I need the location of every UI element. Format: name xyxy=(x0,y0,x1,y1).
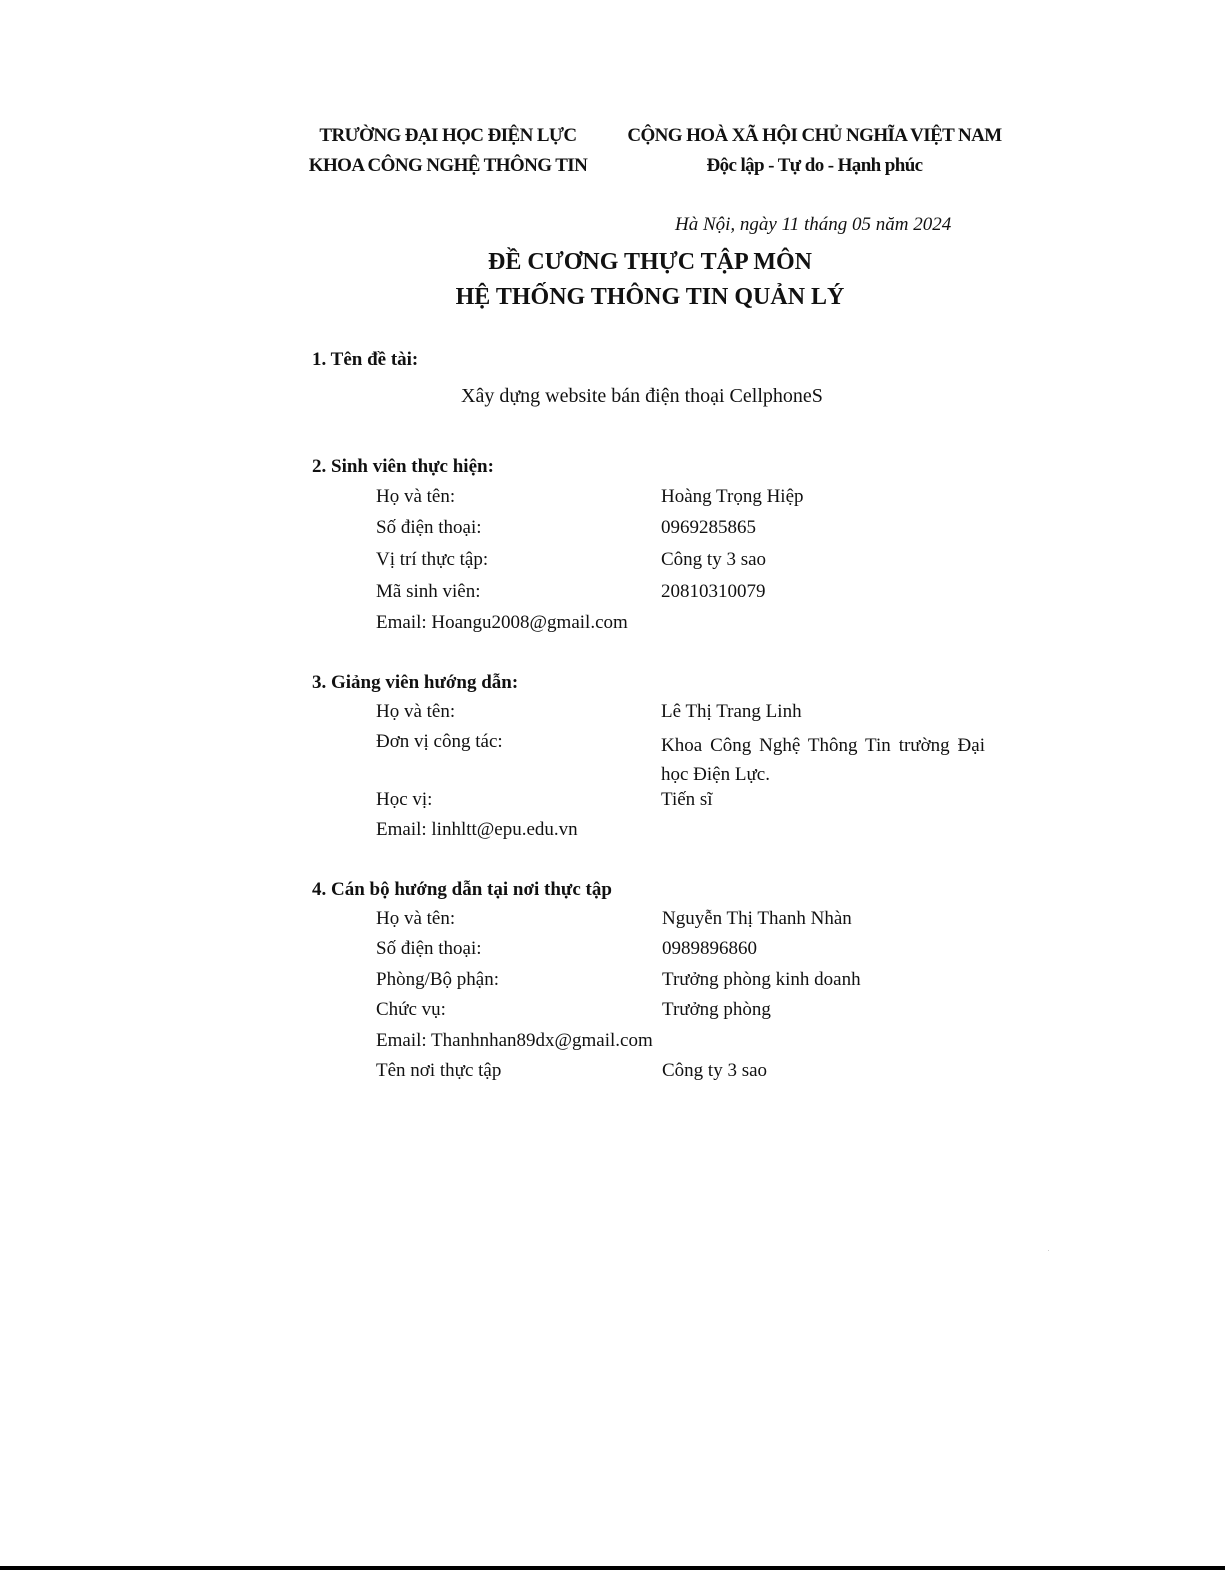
lecturer-unit-label: Đơn vị công tác: xyxy=(376,731,503,752)
document-title-line2: HỆ THỐNG THÔNG TIN QUẢN LÝ xyxy=(455,284,845,310)
section2-heading: 2. Sinh viên thực hiện: xyxy=(312,456,494,477)
student-phone-label: Số điện thoại: xyxy=(376,517,482,538)
supervisor-phone-value: 0989896860 xyxy=(662,938,757,959)
section1-heading: 1. Tên đề tài: xyxy=(312,349,419,370)
student-name-value: Hoàng Trọng Hiệp xyxy=(661,486,804,507)
supervisor-name-value: Nguyễn Thị Thanh Nhàn xyxy=(662,908,852,929)
student-name-label: Họ và tên: xyxy=(376,486,456,507)
date-line: Hà Nội, ngày 11 tháng 05 năm 2024 xyxy=(675,214,952,235)
lecturer-email: Email: linhltt@epu.edu.vn xyxy=(376,819,578,840)
topic-text: Xây dựng website bán điện thoại CellphoneS xyxy=(461,385,823,407)
student-email: Email: Hoangu2008@gmail.com xyxy=(376,612,628,633)
supervisor-department-label: Phòng/Bộ phận: xyxy=(376,969,499,990)
student-position-label: Vị trí thực tập: xyxy=(376,549,489,570)
lecturer-unit-value: Khoa Công Nghệ Thông Tin trường Đại học Điện Lực. xyxy=(661,735,985,785)
internship-place-label: Tên nơi thực tập xyxy=(376,1060,502,1081)
lecturer-name-label: Họ và tên: xyxy=(376,701,456,722)
national-motto: Độc lập - Tự do - Hạnh phúc xyxy=(706,155,923,176)
supervisor-role-label: Chức vụ: xyxy=(376,999,446,1020)
lecturer-name-value: Lê Thị Trang Linh xyxy=(661,701,802,722)
section4-heading: 4. Cán bộ hướng dẫn tại nơi thực tập xyxy=(312,879,612,900)
student-id-value: 20810310079 xyxy=(661,581,766,602)
supervisor-email: Email: Thanhnhan89dx@gmail.com xyxy=(376,1030,653,1051)
document-title-line1: ĐỀ CƯƠNG THỰC TẬP MÔN xyxy=(487,249,812,275)
university-name: TRƯỜNG ĐẠI HỌC ĐIỆN LỰC xyxy=(319,125,577,146)
student-id-label: Mã sinh viên: xyxy=(376,581,481,602)
supervisor-department-value: Trưởng phòng kinh doanh xyxy=(662,969,861,990)
student-phone-value: 0969285865 xyxy=(661,517,756,538)
supervisor-role-value: Trưởng phòng xyxy=(662,999,771,1020)
lecturer-degree-value: Tiến sĩ xyxy=(661,789,713,810)
student-position-value: Công ty 3 sao xyxy=(661,549,767,570)
internship-place-value: Công ty 3 sao xyxy=(662,1060,768,1081)
scan-speck xyxy=(1048,1250,1049,1251)
section3-heading: 3. Giảng viên hướng dẫn: xyxy=(312,672,519,693)
supervisor-name-label: Họ và tên: xyxy=(376,908,456,929)
page-bottom-edge xyxy=(0,1566,1225,1570)
supervisor-phone-label: Số điện thoại: xyxy=(376,938,482,959)
faculty-name: KHOA CÔNG NGHỆ THÔNG TIN xyxy=(308,155,588,176)
national-title: CỘNG HOÀ XÃ HỘI CHỦ NGHĨA VIỆT NAM xyxy=(627,125,1002,146)
lecturer-degree-label: Học vị: xyxy=(376,789,433,810)
